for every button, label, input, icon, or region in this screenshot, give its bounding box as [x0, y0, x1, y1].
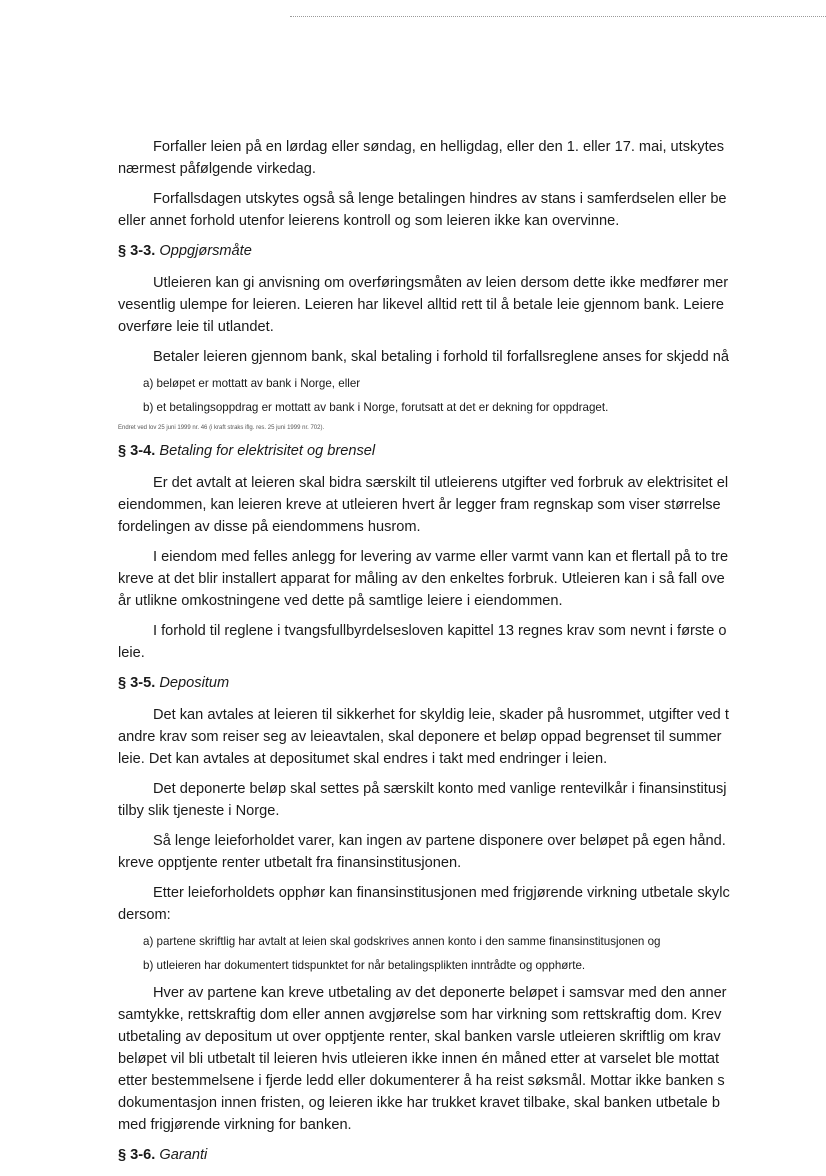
paragraph-line: Betaler leieren gjennom bank, skal betaling i forhold til forfallsreglene anses for skjedd nå — [153, 349, 729, 365]
paragraph-line: med frigjørende virkning for banken. — [118, 1117, 352, 1133]
paragraph — [118, 472, 826, 538]
section-number: § 3-6. — [118, 1147, 156, 1163]
paragraph — [118, 882, 826, 926]
section-number: § 3-3. — [118, 243, 156, 259]
paragraph — [118, 982, 826, 1136]
section-heading — [118, 672, 826, 694]
paragraph — [118, 346, 826, 368]
paragraph — [118, 188, 826, 232]
top-dotted-rule — [290, 16, 826, 17]
amendment-note: Endret ved lov 25 juni 1999 nr. 46 (i kraft straks iflg. res. 25 juni 1999 nr. 702). — [118, 425, 325, 431]
paragraph-line: samtykke, rettskraftig dom eller annen avgjørelse som har virkning som rettskraftig dom. Krev — [118, 1007, 722, 1023]
paragraph-line: vesentlig ulempe for leieren. Leieren har likevel alltid rett til å betale leie gjennom bank. Leiere — [118, 297, 724, 313]
paragraph-line: utbetaling av depositum ut over opptjente renter, skal banken varsle utleieren skriftlig om krav — [118, 1029, 721, 1045]
paragraph-line: overføre leie til utlandet. — [118, 319, 274, 335]
paragraph-line: I eiendom med felles anlegg for levering av varme eller varmt vann kan et flertall på to tre — [153, 549, 729, 565]
paragraph-line: Hver av partene kan kreve utbetaling av det deponerte beløpet i samsvar med den anner — [153, 985, 727, 1001]
paragraph — [118, 546, 826, 612]
paragraph-line: eller annet forhold utenfor leierens kontroll og som leieren ikke kan overvinne. — [118, 213, 620, 229]
paragraph-line: Det kan avtales at leieren til sikkerhet for skyldig leie, skader på husrommet, utgifter ved t — [153, 707, 729, 723]
section-heading — [118, 1144, 826, 1166]
section-number: § 3-5. — [118, 675, 156, 691]
document-body — [118, 136, 826, 1176]
list-item: a) partene skriftlig har avtalt at leien skal godskrives annen konto i den samme finansinstitusjonen og — [143, 935, 661, 948]
paragraph-line: kreve at det blir installert apparat for måling av den enkeltes forbruk. Utleieren kan i så fall ove — [118, 571, 725, 587]
paragraph-line: Så lenge leieforholdet varer, kan ingen av partene disponere over beløpet på egen hånd. — [153, 833, 726, 849]
section-heading — [118, 440, 826, 462]
paragraph-line: fordelingen av disse på eiendommens husrom. — [118, 519, 421, 535]
paragraph-line: år utlikne omkostningene ved dette på samtlige leiere i eiendommen. — [118, 593, 563, 609]
paragraph-line: Er det avtalt at leieren skal bidra særskilt til utleierens utgifter ved forbruk av elektrisitet el — [153, 475, 729, 491]
paragraph — [118, 778, 826, 822]
paragraph-line: leie. — [118, 645, 145, 661]
paragraph — [118, 620, 826, 664]
list-item: b) et betalingsoppdrag er mottatt av bank i Norge, forutsatt at det er dekning for oppdraget. — [143, 401, 609, 414]
paragraph-line: Forfaller leien på en lørdag eller søndag, en helligdag, eller den 1. eller 17. mai, utskytes — [153, 139, 725, 155]
paragraph-line: I forhold til reglene i tvangsfullbyrdelsesloven kapittel 13 regnes krav som nevnt i første o — [153, 623, 727, 639]
section-title: Oppgjørsmåte — [159, 243, 252, 259]
paragraph-line: beløpet vil bli utbetalt til leieren hvis utleieren ikke innen én måned etter at varselet ble mottat — [118, 1051, 720, 1067]
paragraph-line: leie. Det kan avtales at depositumet skal endres i takt med endringer i leien. — [118, 751, 608, 767]
paragraph — [118, 272, 826, 338]
paragraph-line: kreve opptjente renter utbetalt fra finansinstitusjonen. — [118, 855, 462, 871]
list-item: b) utleieren har dokumentert tidspunktet for når betalingsplikten inntrådte og opphørte. — [143, 959, 586, 972]
section-heading — [118, 240, 826, 262]
section-title: Betaling for elektrisitet og brensel — [159, 443, 376, 459]
paragraph — [118, 136, 826, 180]
paragraph-line: etter bestemmelsene i fjerde ledd eller dokumenterer å ha reist søksmål. Mottar ikke banken s — [118, 1073, 725, 1089]
section-title: Garanti — [159, 1147, 208, 1163]
paragraph-line: Forfallsdagen utskytes også så lenge betalingen hindres av stans i samferdselen eller be — [153, 191, 727, 207]
section-title: Depositum — [159, 675, 230, 691]
list-item: a) beløpet er mottatt av bank i Norge, eller — [143, 377, 361, 390]
paragraph-line: andre krav som reiser seg av leieavtalen, skal deponere et beløp oppad begrenset til summer — [118, 729, 722, 745]
paragraph — [118, 830, 826, 874]
paragraph-line: eiendommen, kan leieren kreve at utleieren hvert år legger fram regnskap som viser størrelse — [118, 497, 721, 513]
paragraph-line: Det deponerte beløp skal settes på særskilt konto med vanlige rentevilkår i finansinstitusj — [153, 781, 727, 797]
paragraph — [118, 704, 826, 770]
paragraph-line: nærmest påfølgende virkedag. — [118, 161, 316, 177]
paragraph-line: dersom: — [118, 907, 171, 923]
paragraph-line: tilby slik tjeneste i Norge. — [118, 803, 280, 819]
paragraph-line: Etter leieforholdets opphør kan finansinstitusjonen med frigjørende virkning utbetale skylc — [153, 885, 730, 901]
section-number: § 3-4. — [118, 443, 156, 459]
paragraph-line: Utleieren kan gi anvisning om overføringsmåten av leien dersom dette ikke medfører mer — [153, 275, 729, 291]
paragraph-line: dokumentasjon innen fristen, og leieren ikke har trukket kravet tilbake, skal banken utbetale b — [118, 1095, 720, 1111]
